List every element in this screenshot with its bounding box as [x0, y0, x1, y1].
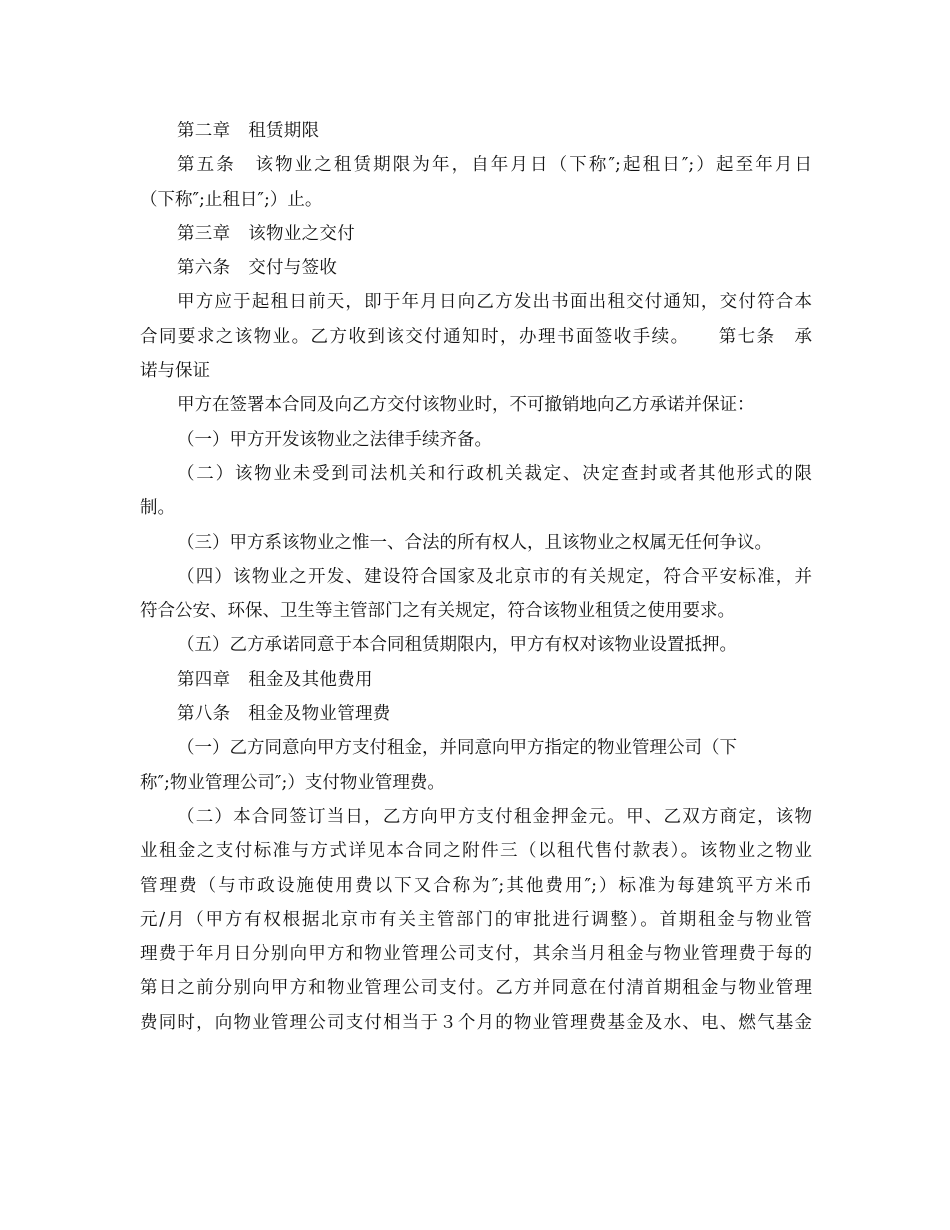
- chapter-3-heading: 第三章 该物业之交付: [177, 223, 355, 244]
- warranty-item-2-line-1: （二）该物业未受到司法机关和行政机关裁定、决定查封或者其他形式的限: [177, 463, 812, 484]
- chapter-4-heading: 第四章 租金及其他费用: [177, 669, 373, 690]
- warranty-item-2-line-2: 制。: [140, 498, 175, 519]
- rent-item-1-line-1: （一）乙方同意向甲方支付租金，并同意向甲方指定的物业管理公司（下: [177, 738, 737, 759]
- warranty-item-4-line-1: （四）该物业之开发、建设符合国家及北京市的有关规定，符合平安标准，并: [177, 566, 812, 587]
- delivery-paragraph-line-2: 合同要求之该物业。乙方收到该交付通知时，办理书面签收手续。 第七条 承: [140, 326, 812, 347]
- warranty-item-1: （一）甲方开发该物业之法律手续齐备。: [177, 429, 492, 450]
- rent-item-2-line-7: 费同时，向物业管理公司支付相当于３个月的物业管理费基金及水、电、燃气基金: [140, 1012, 812, 1033]
- article-5-line-2: （下称″;止租日″;）止。: [140, 189, 323, 210]
- document-body: [140, 114, 812, 1040]
- warranty-item-3: （三）甲方系该物业之惟一、合法的所有权人，且该物业之权属无任何争议。: [177, 532, 772, 553]
- rent-item-2-line-4: 元/月（甲方有权根据北京市有关主管部门的审批进行调整）。首期租金与物业管: [140, 909, 812, 930]
- warranty-intro: 甲方在签署本合同及向乙方交付该物业时，不可撤销地向乙方承诺并保证：: [177, 395, 755, 416]
- rent-item-1-line-2: 称″;物业管理公司″;）支付物业管理费。: [140, 772, 445, 793]
- article-8-heading: 第八条 租金及物业管理费: [177, 704, 391, 725]
- article-5-line-1: 第五条 该物业之租赁期限为年，自年月日（下称″;起租日″;）起至年月日: [177, 155, 812, 176]
- rent-item-2-line-3: 管理费（与市政设施使用费以下又合称为″;其他费用″;）标准为每建筑平方米币: [140, 875, 812, 896]
- rent-item-2-line-1: （二）本合同签订当日，乙方向甲方支付租金押金元。甲、乙双方商定，该物: [177, 806, 812, 827]
- rent-item-2-line-2: 业租金之支付标准与方式详见本合同之附件三（以租代售付款表）。该物业之物业: [140, 841, 812, 862]
- rent-item-2-line-6: 第日之前分别向甲方和物业管理公司支付。乙方并同意在付清首期租金与物业管理: [140, 978, 812, 999]
- chapter-2-heading: 第二章 租赁期限: [177, 121, 320, 141]
- rent-item-2-line-5: 理费于年月日分别向甲方和物业管理公司支付，其余当月租金与物业管理费于每的: [140, 944, 812, 965]
- article-6-heading: 第六条 交付与签收: [177, 258, 338, 279]
- delivery-paragraph-line-3: 诺与保证: [140, 361, 210, 382]
- delivery-paragraph-line-1: 甲方应于起租日前天，即于年月日向乙方发出书面出租交付通知，交付符合本: [177, 292, 812, 313]
- warranty-item-5: （五）乙方承诺同意于本合同租赁期限内，甲方有权对该物业设置抵押。: [177, 635, 737, 656]
- warranty-item-4-line-2: 符合公安、环保、卫生等主管部门之有关规定，符合该物业租赁之使用要求。: [140, 601, 735, 622]
